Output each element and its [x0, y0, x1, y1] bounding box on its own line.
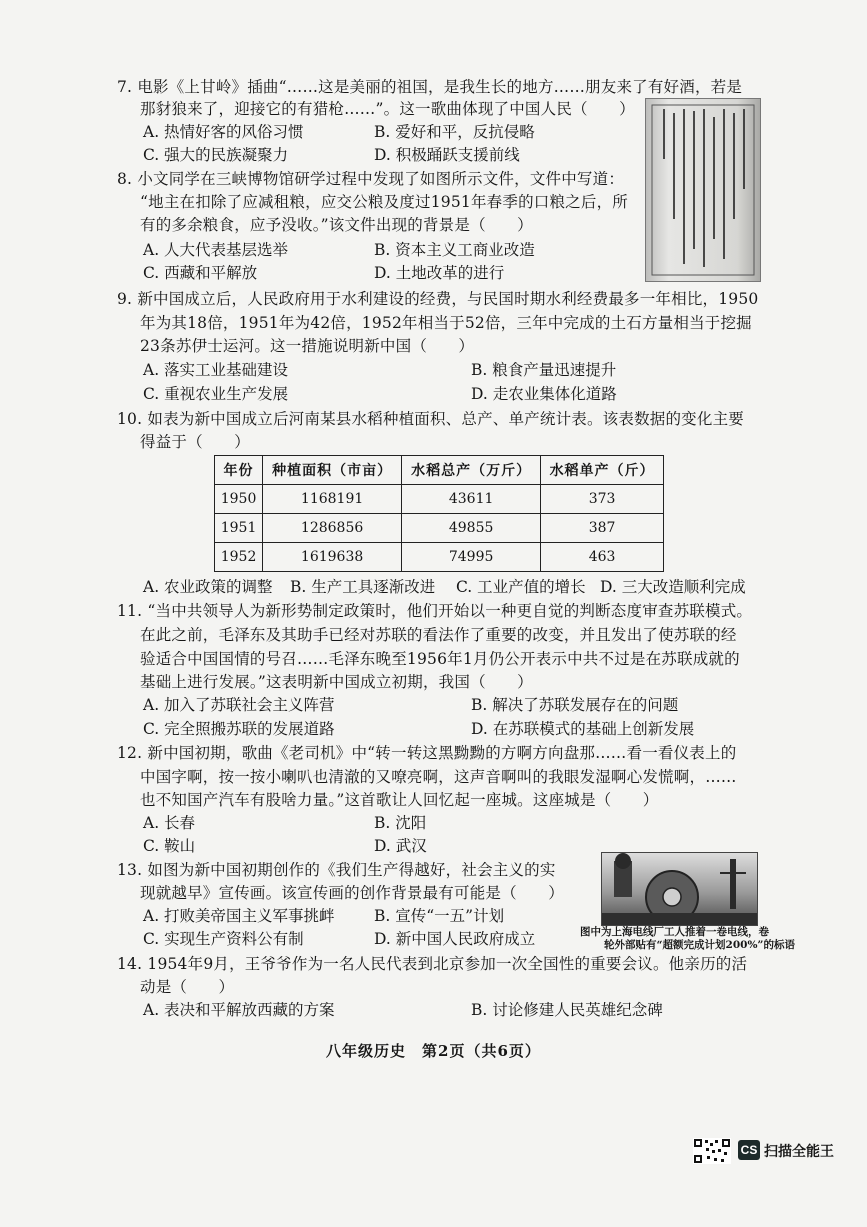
q9-option-a: A. 落实工业基础建设 [143, 361, 289, 379]
table-header-row [215, 456, 664, 485]
poster-caption-line2: 轮外部贴有“超额完成计划200%”的标语 [604, 939, 795, 951]
cell-unit-yield: 387 [541, 514, 664, 543]
q9-option-d: D. 走农业集体化道路 [471, 385, 617, 403]
q13-option-a: A. 打败美帝国主义军事挑衅 [143, 907, 335, 925]
cell-area: 1168191 [263, 485, 402, 514]
q8-stem-line2: “地主在扣除了应减租粮，应交公粮及度过1951年春季的口粮之后，所 [140, 193, 628, 211]
cell-unit-yield: 463 [541, 543, 664, 572]
header-unit-yield: 水稻单产（斤） [541, 456, 664, 485]
camscanner-label: 扫描全能王 [764, 1143, 834, 1159]
q10-option-d: D. 三大改造顺利完成 [600, 578, 746, 596]
q8-stem-line1: 8. 小文同学在三峡博物馆研学过程中发现了如图所示文件，文件中写道： [117, 170, 625, 188]
poster-illustration [602, 853, 757, 925]
propaganda-poster-image [601, 852, 758, 926]
q13-option-d: D. 新中国人民政府成立 [374, 930, 536, 948]
q10-stem-line2: 得益于（ ） [140, 433, 250, 451]
q8-option-a: A. 人大代表基层选举 [143, 241, 289, 259]
q13-option-c: C. 实现生产资料公有制 [143, 930, 304, 948]
q7-option-c: C. 强大的民族凝聚力 [143, 146, 289, 164]
q10-option-b: B. 生产工具逐渐改进 [290, 578, 436, 596]
q11-stem-line1: 11. “当中共领导人为新形势制定政策时，他们开始以一种更自觉的判断态度审查苏联模式。 [117, 602, 753, 620]
q7-option-a: A. 热情好客的风俗习惯 [143, 123, 304, 141]
q9-option-b: B. 粮食产量迅速提升 [471, 361, 617, 379]
camscanner-logo-icon: CS [738, 1140, 760, 1160]
q12-stem-line1: 12. 新中国初期，歌曲《老司机》中“转一转这黑黝黝的方啊方向盘那……看一看仪表上的 [117, 744, 737, 762]
cell-year: 1952 [215, 543, 263, 572]
q8-option-c: C. 西藏和平解放 [143, 264, 258, 282]
q7-option-b: B. 爱好和平，反抗侵略 [374, 123, 535, 141]
q12-stem-line2: 中国字啊，按一按小喇叭也清澈的又嘹亮啊，这声音啊叫的我眼发湿啊心发慌啊，…… [140, 768, 737, 786]
q14-stem-line1: 14. 1954年9月，王爷爷作为一名人民代表到北京参加一次全国性的重要会议。他亲历的活 [117, 955, 748, 973]
page-footer: 八年级历史 第2页（共6页） [326, 1042, 541, 1060]
q8-option-d: D. 土地改革的进行 [374, 264, 505, 282]
q11-option-b: B. 解决了苏联发展存在的问题 [471, 696, 679, 714]
q13-stem-line1: 13. 如图为新中国初期创作的《我们生产得越好，社会主义的实 [117, 861, 556, 879]
q12-stem-line3: 也不知国产汽车有股啥力量。”这首歌让人回忆起一座城。这座城是（ ） [140, 791, 659, 809]
q11-option-d: D. 在苏联模式的基础上创新发展 [471, 720, 695, 738]
poster-caption [580, 926, 795, 952]
land-reform-document-photo [645, 98, 761, 282]
q7-option-d: D. 积极踊跃支援前线 [374, 146, 520, 164]
q13-option-b: B. 宣传“一五”计划 [374, 907, 505, 925]
q7-stem-line1: 7. 电影《上甘岭》插曲“……这是美丽的祖国，是我生长的地方……朋友来了有好酒，若是 [117, 78, 743, 96]
cell-year: 1951 [215, 514, 263, 543]
q9-option-c: C. 重视农业生产发展 [143, 385, 289, 403]
table-row [215, 485, 664, 514]
q10-option-a: A. 农业政策的调整 [143, 578, 273, 596]
q8-option-b: B. 资本主义工商业改造 [374, 241, 535, 259]
q11-stem-line2: 在此之前，毛泽东及其助手已经对苏联的看法作了重要的改变，并且发出了使苏联的经 [140, 626, 737, 644]
qr-code-icon [693, 1138, 731, 1164]
q13-stem-line2: 现就越早》宣传画。该宣传画的创作背景最有可能是（ ） [140, 884, 564, 902]
table-row [215, 543, 664, 572]
q12-option-b: B. 沈阳 [374, 814, 427, 832]
q7-stem-line2: 那豺狼来了，迎接它的有猎枪……”。这一歌曲体现了中国人民（ ） [140, 100, 635, 118]
table-row [215, 514, 664, 543]
q14-option-a: A. 表决和平解放西藏的方案 [143, 1001, 335, 1019]
cell-total: 49855 [402, 514, 541, 543]
q9-stem-line2: 年为其18倍，1951年为42倍，1952年相当于52倍，三年中完成的土石方量相当于挖掘 [140, 314, 752, 332]
q11-stem-line4: 基础上进行发展。”这表明新中国成立初期，我国（ ） [140, 673, 533, 691]
q11-option-c: C. 完全照搬苏联的发展道路 [143, 720, 335, 738]
q14-stem-line2: 动是（ ） [140, 978, 235, 996]
q12-option-d: D. 武汉 [374, 837, 427, 855]
q11-option-a: A. 加入了苏联社会主义阵营 [143, 696, 335, 714]
cell-area: 1619638 [263, 543, 402, 572]
q10-stem-line1: 10. 如表为新中国成立后河南某县水稻种植面积、总产、单产统计表。该表数据的变化主要 [117, 410, 744, 428]
cell-total: 43611 [402, 485, 541, 514]
document-image [646, 99, 760, 281]
rice-statistics-table [214, 455, 664, 572]
poster-caption-line1: 图中为上海电线厂工人推着一卷电线，卷 [580, 926, 769, 938]
header-total: 水稻总产（万斤） [402, 456, 541, 485]
q8-stem-line3: 有的多余粮食，应予没收。”该文件出现的背景是（ ） [140, 216, 533, 234]
header-area: 种植面积（市亩） [263, 456, 402, 485]
q14-option-b: B. 讨论修建人民英雄纪念碑 [471, 1001, 663, 1019]
q9-stem-line3: 23条苏伊士运河。这一措施说明新中国（ ） [140, 337, 475, 355]
header-year: 年份 [215, 456, 263, 485]
q11-stem-line3: 验适合中国国情的号召……毛泽东晚至1956年1月仍公开表示中共不过是在苏联成就的 [140, 650, 740, 668]
q10-option-c: C. 工业产值的增长 [456, 578, 586, 596]
cell-total: 74995 [402, 543, 541, 572]
cell-unit-yield: 373 [541, 485, 664, 514]
cell-area: 1286856 [263, 514, 402, 543]
q12-option-a: A. 长春 [143, 814, 196, 832]
q12-option-c: C. 鞍山 [143, 837, 196, 855]
cell-year: 1950 [215, 485, 263, 514]
q9-stem-line1: 9. 新中国成立后，人民政府用于水利建设的经费，与民国时期水利经费最多一年相比，1950 [117, 290, 759, 308]
